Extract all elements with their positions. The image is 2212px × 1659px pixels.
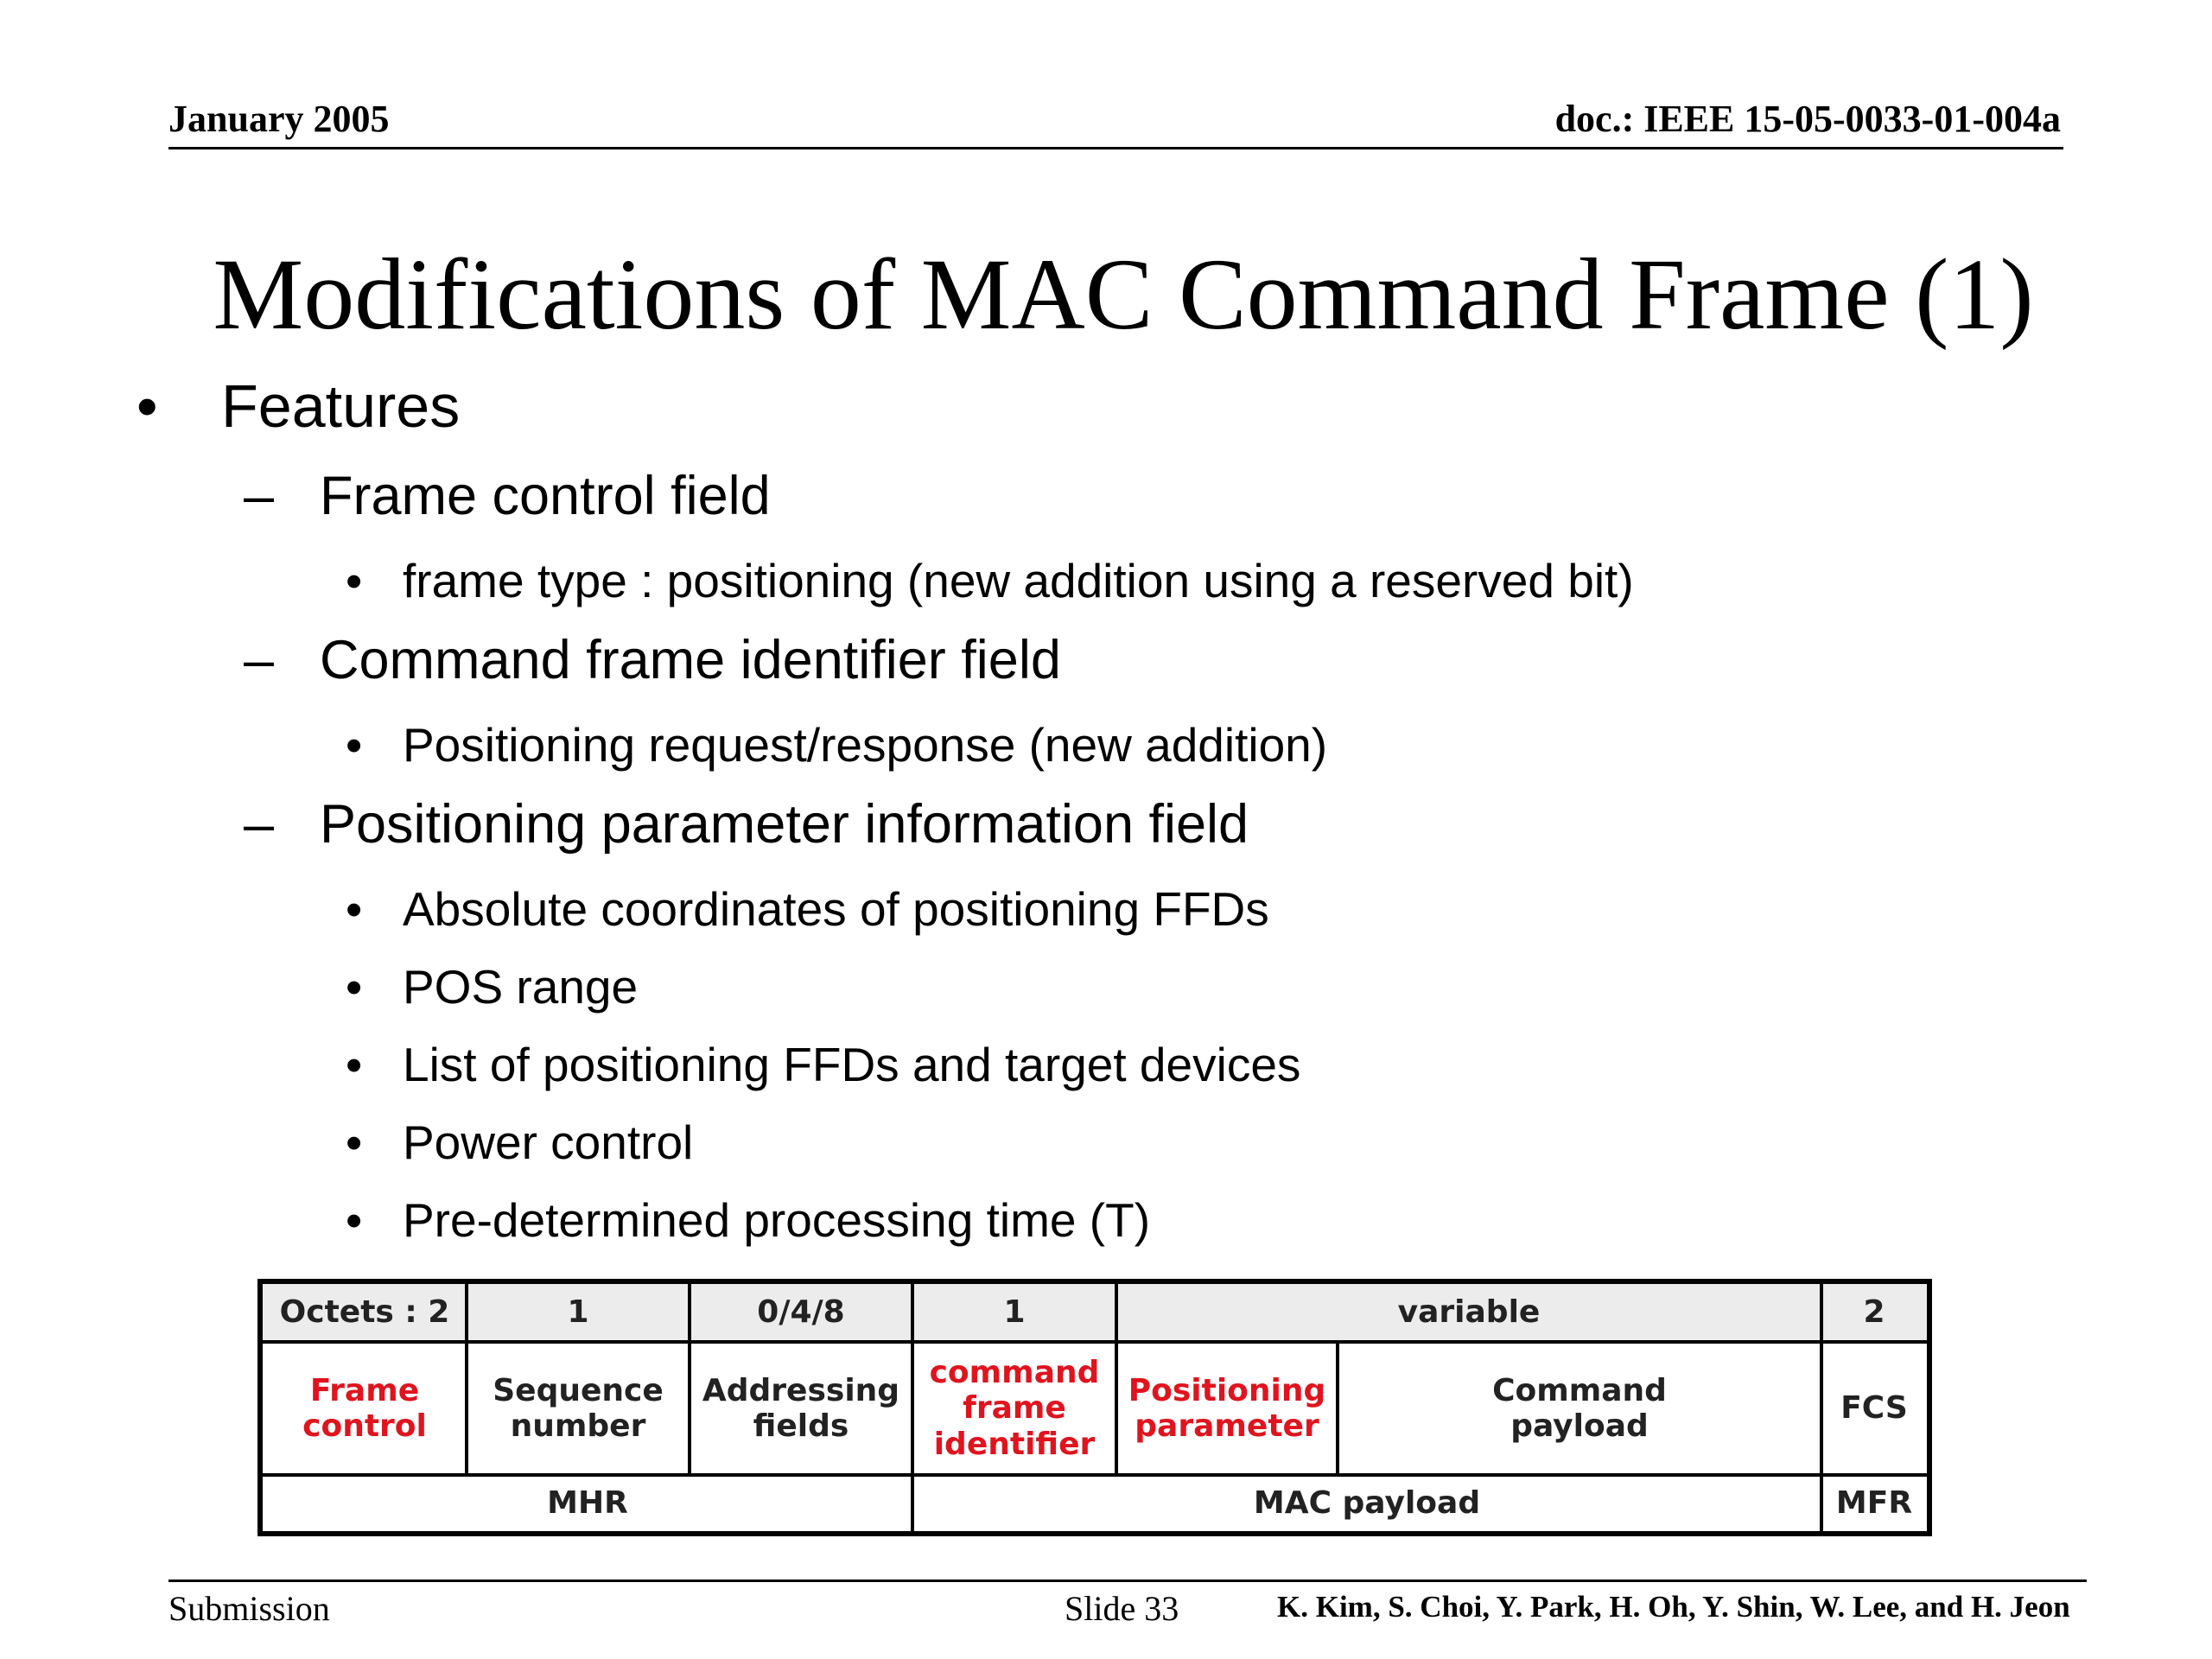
bullet-text: Power control [403, 1116, 694, 1169]
bullet-marker: • [346, 960, 363, 1014]
field-sequence-number: Sequence number [493, 1372, 664, 1444]
table-divider [1115, 1284, 1118, 1475]
bullet-marker: • [137, 372, 158, 440]
octets-cell: 0/4/8 [690, 1284, 912, 1341]
field-fcs: FCS [1840, 1390, 1908, 1427]
footer-submission: Submission [168, 1589, 330, 1628]
field-addressing: Addressing fields [702, 1372, 900, 1444]
bullet-text: Features [221, 372, 461, 440]
header-doc-id: doc.: IEEE 15-05-0033-01-004a [1554, 98, 2061, 140]
field-command-frame-identifier: command frame identifier [929, 1354, 1100, 1462]
footer-authors: K. Kim, S. Choi, Y. Park, H. Oh, Y. Shin, W. Lee, and H. Jeon [1277, 1590, 2070, 1624]
bullet-marker: • [346, 554, 363, 607]
bullet-text: frame type : positioning (new addition using a reserved bit) [403, 554, 1634, 607]
bullet-marker: • [346, 1193, 363, 1247]
bullet-text: List of positioning FFDs and target devices [403, 1038, 1301, 1091]
field-positioning-parameter: Positioning parameter [1128, 1372, 1326, 1444]
footer-slide-number: Slide 33 [1065, 1589, 1179, 1628]
bullet-text: Frame control field [320, 466, 771, 526]
table-divider [1820, 1284, 1823, 1531]
table-divider [263, 1340, 1927, 1344]
bullet-marker: • [346, 882, 363, 936]
header-rule [168, 147, 2063, 149]
table-divider [911, 1284, 914, 1531]
header-date: January 2005 [168, 98, 390, 140]
mac-frame-table [257, 1279, 1932, 1536]
octets-cell: variable [1116, 1284, 1821, 1341]
octets-cell: 1 [912, 1284, 1116, 1341]
table-divider [1336, 1341, 1339, 1475]
table-divider [688, 1284, 691, 1475]
bullet-marker: • [346, 718, 363, 772]
bullet-text: Pre-determined processing time (T) [403, 1193, 1151, 1247]
section-mac-payload: MAC payload [1253, 1485, 1481, 1522]
table-divider [465, 1284, 468, 1475]
bullet-marker: • [346, 1116, 363, 1169]
section-mhr: MHR [547, 1485, 628, 1522]
field-frame-control: Frame control [302, 1372, 427, 1444]
bullet-text: Positioning request/response (new addition) [403, 718, 1328, 772]
footer-rule [168, 1580, 2087, 1582]
dash-marker: – [244, 466, 275, 526]
section-mfr: MFR [1835, 1485, 1913, 1522]
octets-cell: 1 [467, 1284, 690, 1341]
octets-cell: Octets : 2 [263, 1284, 467, 1341]
field-command-payload: Command payload [1492, 1372, 1667, 1444]
table-divider [263, 1473, 1927, 1477]
bullet-text: Absolute coordinates of positioning FFDs [403, 882, 1269, 936]
bullet-marker: • [346, 1038, 363, 1091]
slide-title: Modifications of MAC Command Frame (1) [213, 238, 2034, 351]
bullet-text: Command frame identifier field [320, 630, 1061, 690]
octets-cell: 2 [1821, 1284, 1927, 1341]
bullet-text: POS range [403, 960, 639, 1014]
dash-marker: – [244, 794, 275, 855]
dash-marker: – [244, 630, 275, 690]
bullet-text: Positioning parameter information field [320, 794, 1249, 855]
